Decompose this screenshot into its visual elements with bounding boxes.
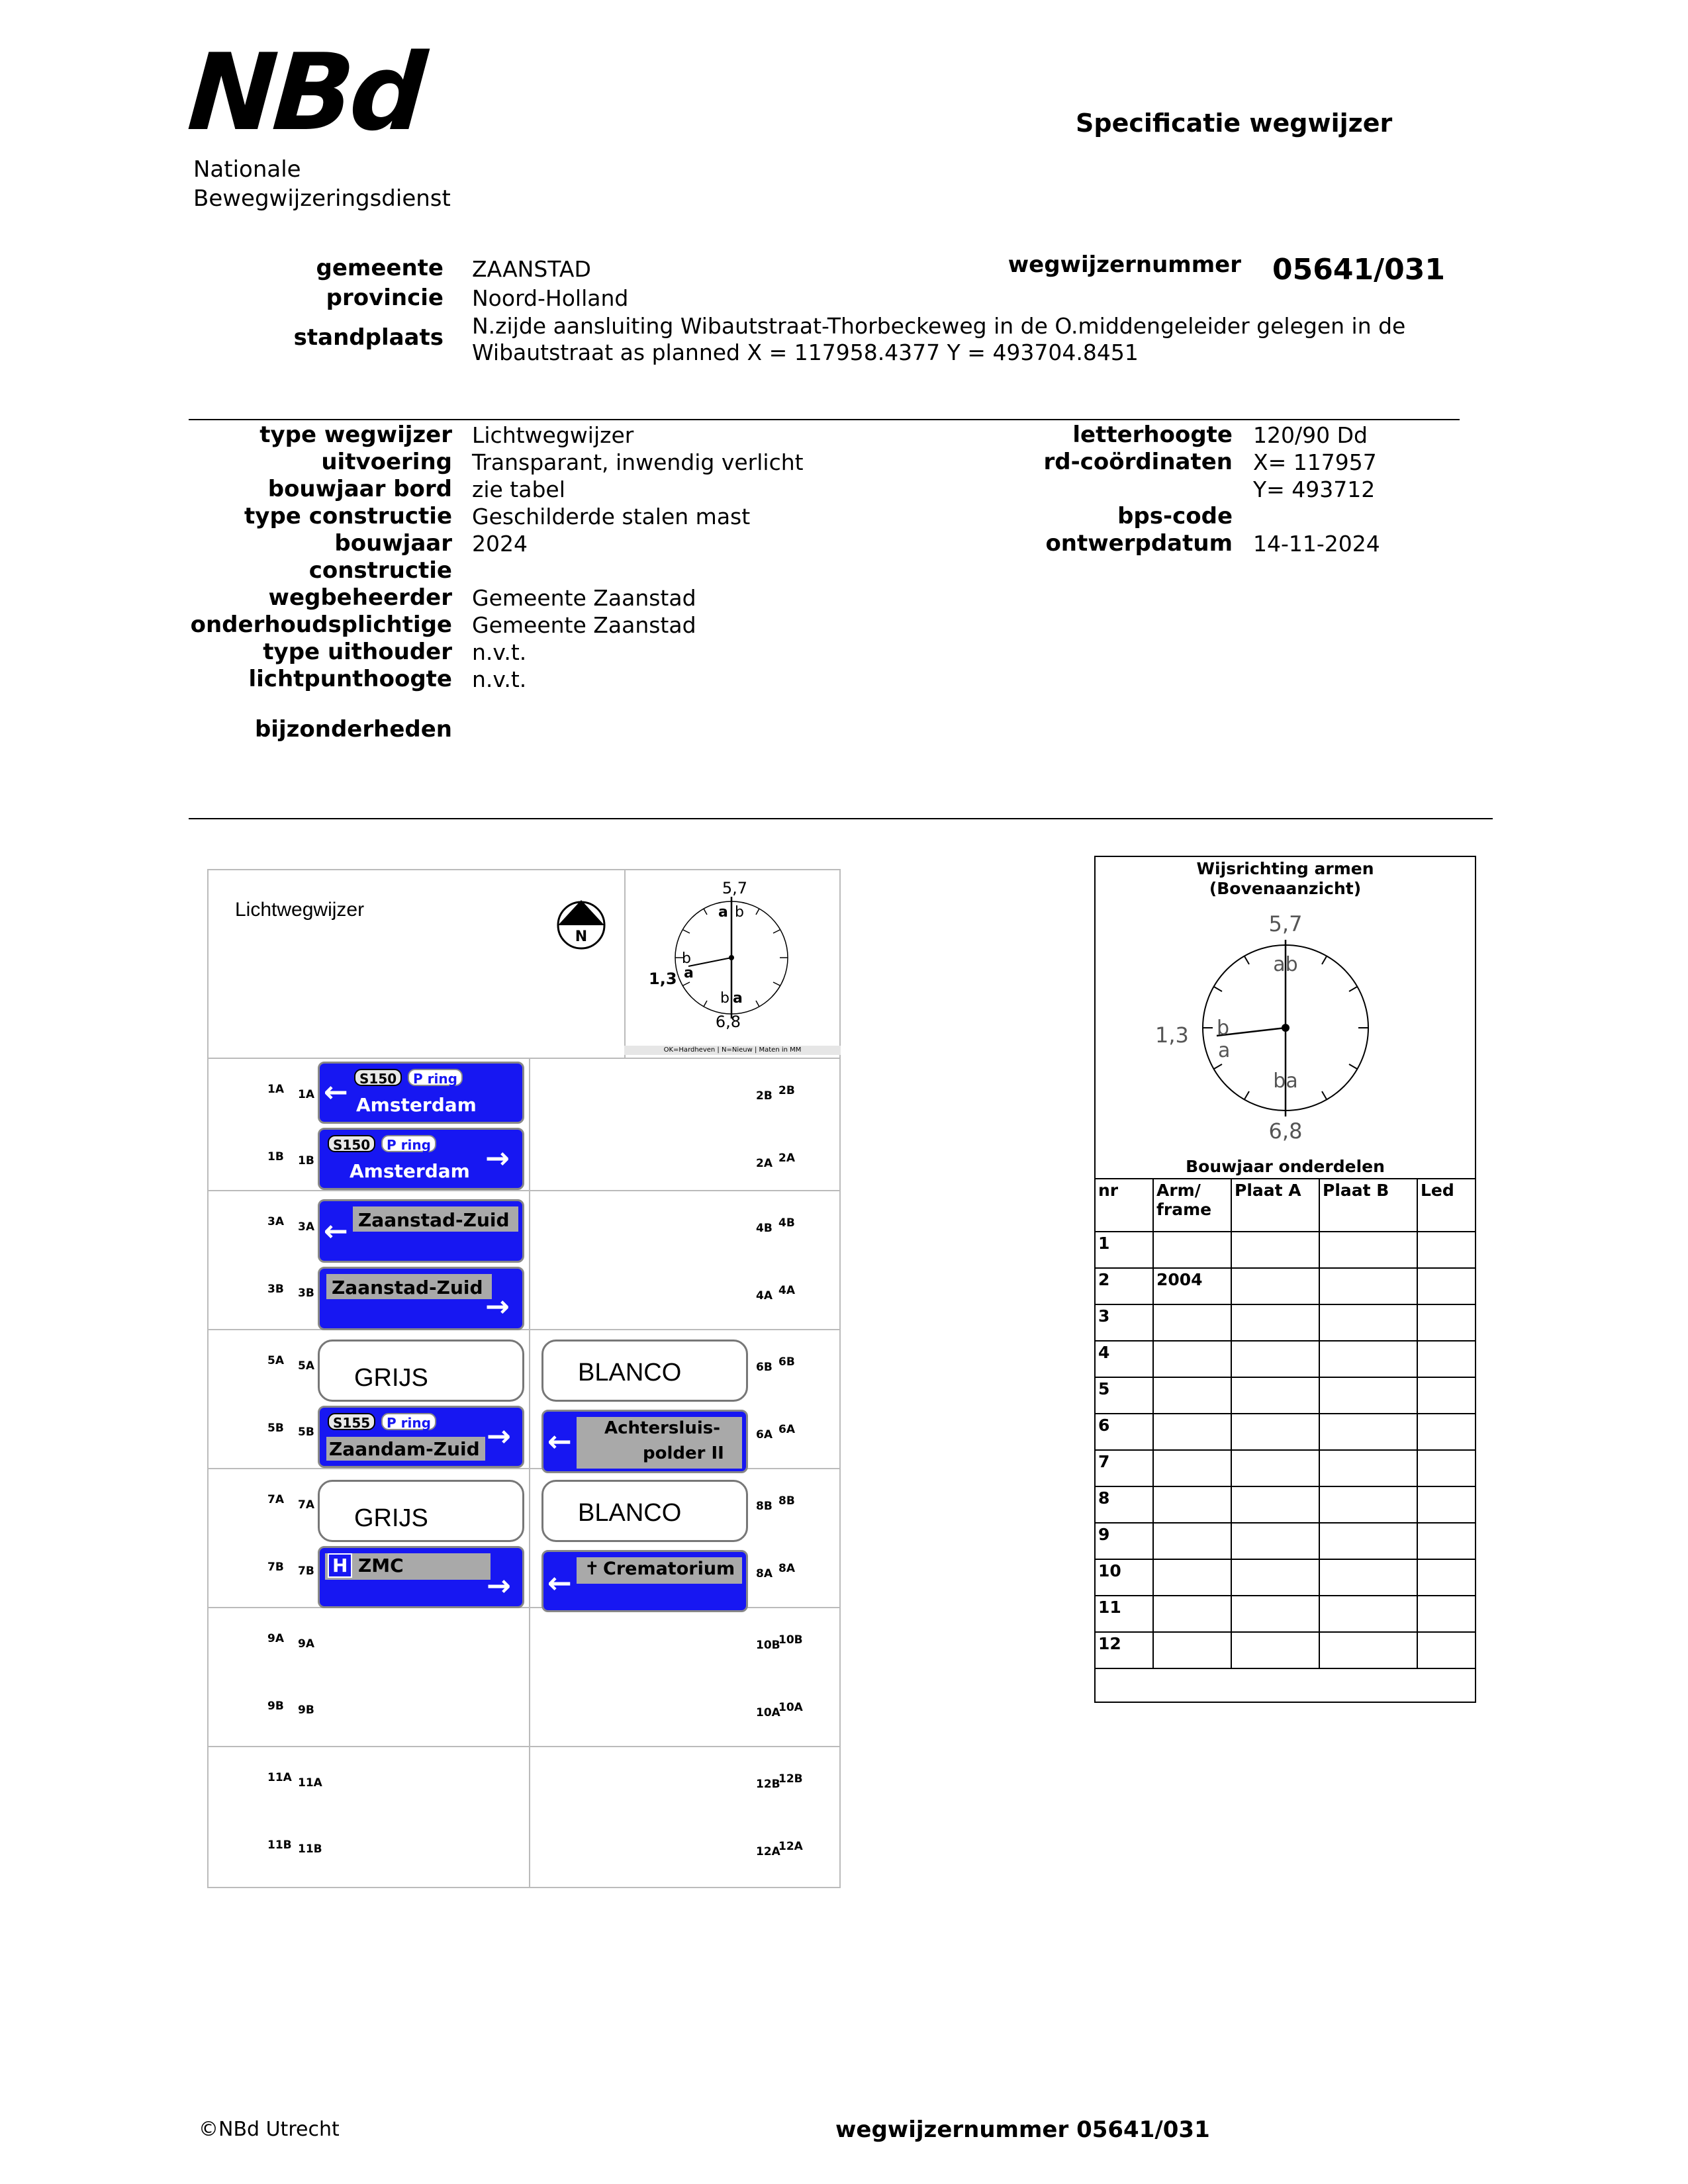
cell-label: 6A	[756, 1428, 773, 1441]
cell-label: 10B	[756, 1639, 780, 1652]
cell-label: 3A	[298, 1220, 314, 1234]
table-cell	[1319, 1304, 1417, 1341]
cell-label: 1A	[267, 1083, 284, 1096]
table-cell	[1231, 1523, 1319, 1559]
table-cell	[1319, 1377, 1417, 1414]
table-cell	[1319, 1486, 1417, 1523]
sign-6b	[541, 1340, 748, 1402]
cell-label: 8B	[756, 1500, 773, 1513]
sign-3b	[318, 1267, 524, 1330]
table-cell: 2004	[1153, 1268, 1231, 1304]
cell-label: 12A	[778, 1840, 803, 1853]
route-shield: S150	[354, 1069, 402, 1086]
table-cell: 1	[1095, 1232, 1153, 1268]
bouwjaar-table	[1094, 1178, 1476, 1669]
table-row	[1095, 1341, 1476, 1377]
table-cell	[1319, 1450, 1417, 1486]
table-cell	[1153, 1377, 1231, 1414]
spec-label: onderhoudsplichtige	[190, 612, 452, 638]
gemeente-label: gemeente	[316, 255, 444, 281]
grid-row-line	[207, 1058, 841, 1059]
table-row	[1095, 1450, 1476, 1486]
wijs-left-a: a	[1218, 1039, 1231, 1062]
small-clock-letter: a	[684, 965, 694, 981]
table-cell: 11	[1095, 1596, 1153, 1632]
table-row	[1095, 1486, 1476, 1523]
table-row	[1095, 1559, 1476, 1596]
cell-label: 10A	[778, 1701, 803, 1714]
sign-8a-text: Crematorium	[603, 1559, 735, 1579]
cell-label: 4A	[778, 1284, 795, 1297]
spec-label: bps-code	[1117, 503, 1233, 529]
standplaats-line-1: N.zijde aansluiting Wibautstraat-Thorbeckeweg in de O.middengeleider gelegen in de	[472, 313, 1406, 339]
table-cell: 6	[1095, 1414, 1153, 1450]
cell-label: 9B	[267, 1700, 284, 1713]
spec-value: 120/90 Dd	[1253, 422, 1368, 448]
crematorium-cross-icon: ✝	[585, 1559, 600, 1579]
table-row	[1095, 1632, 1476, 1668]
table-cell	[1319, 1341, 1417, 1377]
table-cell	[1319, 1414, 1417, 1450]
sign-7b-text: ZMC	[358, 1555, 404, 1576]
sign-3b-text: Zaanstad-Zuid	[332, 1277, 483, 1298]
table-cell	[1153, 1232, 1231, 1268]
sign-8b-text: BLANCO	[578, 1499, 682, 1527]
table-cell	[1417, 1414, 1476, 1450]
sign-6b-text: BLANCO	[578, 1359, 682, 1387]
bijzonderheden-label: bijzonderheden	[254, 716, 452, 743]
table-cell	[1319, 1523, 1417, 1559]
parking-ring-shield: P ring	[408, 1069, 463, 1086]
spec-label: type constructie	[244, 503, 452, 529]
spec-label: rd-coördinaten	[1043, 449, 1233, 475]
sign-8b	[541, 1480, 748, 1542]
small-clock-top: 5,7	[722, 879, 748, 897]
wijsrichting-subtitle: (Bovenaanzicht)	[1209, 879, 1362, 898]
table-cell: 7	[1095, 1450, 1153, 1486]
table-cell	[1417, 1232, 1476, 1268]
wijs-top-letters: ab	[1273, 953, 1298, 976]
cell-label: 1B	[298, 1154, 314, 1167]
arrow-right-icon: →	[487, 1420, 511, 1453]
document-title: Specificatie wegwijzer	[1076, 109, 1393, 138]
sign-8a	[541, 1550, 748, 1612]
arrow-left-icon: ←	[547, 1567, 572, 1600]
wijs-top: 5,7	[1268, 911, 1303, 936]
cell-label: 5B	[267, 1422, 284, 1435]
spec-value: Gemeente Zaanstad	[472, 612, 696, 638]
cell-label: 8B	[778, 1494, 795, 1508]
cell-label: 11B	[267, 1839, 292, 1852]
table-cell	[1417, 1559, 1476, 1596]
drawing-title: Lichtwegwijzer	[235, 899, 365, 921]
table-cell	[1153, 1632, 1231, 1668]
sign-1a	[318, 1062, 524, 1124]
small-clock-letter: a	[733, 990, 743, 1007]
table-cell	[1231, 1232, 1319, 1268]
table-cell	[1153, 1486, 1231, 1523]
table-cell	[1319, 1559, 1417, 1596]
table-cell	[1153, 1559, 1231, 1596]
divider-bottom	[189, 818, 1493, 819]
cell-label: 12A	[756, 1845, 780, 1858]
table-cell	[1417, 1523, 1476, 1559]
sign-5b	[318, 1406, 524, 1468]
table-cell	[1319, 1632, 1417, 1668]
small-clock-diagram	[635, 877, 834, 1056]
spec-label: uitvoering	[321, 449, 452, 475]
provincie-label: provincie	[326, 285, 444, 311]
cell-label: 8A	[778, 1562, 795, 1575]
table-header: Led	[1417, 1179, 1476, 1232]
table-row	[1095, 1377, 1476, 1414]
logo-nbd: NBd	[184, 30, 426, 154]
table-row	[1095, 1414, 1476, 1450]
table-cell	[1231, 1304, 1319, 1341]
table-cell: 5	[1095, 1377, 1153, 1414]
spec-value: Transparant, inwendig verlicht	[472, 449, 804, 475]
cell-label: 5A	[267, 1354, 284, 1367]
divider-top	[189, 419, 1460, 420]
sign-3a	[318, 1199, 524, 1263]
sign-5b-text: Zaandam-Zuid	[329, 1438, 480, 1460]
spec-value: Y= 493712	[1253, 477, 1376, 502]
small-clock-left: 1,3	[649, 970, 677, 988]
table-cell	[1231, 1268, 1319, 1304]
spec-value: X= 117957	[1253, 449, 1377, 475]
cell-label: 5A	[298, 1359, 314, 1373]
cell-label: 4B	[778, 1216, 795, 1230]
spec-label: letterhoogte	[1072, 422, 1233, 448]
table-cell	[1417, 1486, 1476, 1523]
spec-value: n.v.t.	[472, 666, 527, 692]
wijs-bottom-letters: ba	[1273, 1069, 1298, 1093]
arrow-left-icon: ←	[547, 1425, 572, 1459]
cell-label: 1B	[267, 1150, 284, 1163]
cell-label: 2B	[756, 1089, 773, 1103]
table-cell	[1417, 1596, 1476, 1632]
standplaats-label: standplaats	[293, 324, 444, 351]
cell-label: 7B	[298, 1565, 314, 1578]
table-cell	[1231, 1450, 1319, 1486]
spec-value: n.v.t.	[472, 639, 527, 665]
cell-label: 3B	[267, 1283, 284, 1296]
sign-6a-line-2: polder II	[643, 1443, 724, 1463]
table-cell	[1231, 1377, 1319, 1414]
cell-label: 7B	[267, 1561, 284, 1574]
table-cell	[1231, 1596, 1319, 1632]
small-clock-letter: a	[718, 904, 728, 921]
cell-label: 7A	[267, 1493, 284, 1506]
spec-label: bouwjaar	[334, 530, 452, 557]
arrow-right-icon: →	[485, 1290, 510, 1324]
table-header: nr	[1095, 1179, 1153, 1232]
sign-5a	[318, 1340, 524, 1402]
table-cell	[1231, 1414, 1319, 1450]
cell-label: 7A	[298, 1498, 314, 1512]
table-header: Plaat B	[1319, 1179, 1417, 1232]
cell-label: 9B	[298, 1704, 314, 1717]
drawing-legend: OK=Hardheven | N=Nieuw | Maten in MM	[624, 1046, 841, 1055]
spec-value: Gemeente Zaanstad	[472, 585, 696, 611]
wijsrichting-title: Wijsrichting armen	[1196, 859, 1374, 878]
cell-label: 11A	[298, 1776, 322, 1790]
table-cell: 2	[1095, 1268, 1153, 1304]
spec-value: zie tabel	[472, 477, 565, 502]
table-cell	[1153, 1596, 1231, 1632]
arrow-right-icon: →	[487, 1569, 511, 1603]
cell-label: 2A	[756, 1157, 773, 1170]
table-cell	[1231, 1559, 1319, 1596]
arrow-left-icon: ←	[324, 1075, 348, 1109]
spec-value: 14-11-2024	[1253, 531, 1380, 557]
table-cell	[1319, 1596, 1417, 1632]
cell-label: 2B	[778, 1084, 795, 1097]
table-cell	[1319, 1232, 1417, 1268]
table-cell	[1417, 1377, 1476, 1414]
grid-row-line	[207, 1190, 841, 1191]
table-cell	[1153, 1414, 1231, 1450]
wijs-left: 1,3	[1155, 1023, 1189, 1048]
arrow-right-icon: →	[485, 1142, 510, 1175]
parking-ring-shield: P ring	[381, 1135, 436, 1152]
cell-label: 6B	[778, 1355, 795, 1369]
cell-label: 11B	[298, 1843, 322, 1856]
drawing-divider	[624, 869, 626, 1058]
spec-value: Lichtwegwijzer	[472, 422, 634, 448]
cell-label: 10A	[756, 1706, 780, 1719]
table-cell	[1417, 1341, 1476, 1377]
hospital-icon: H	[328, 1553, 352, 1578]
spec-label: ontwerpdatum	[1045, 530, 1233, 557]
wegwijzernummer-label: wegwijzernummer	[1008, 251, 1241, 278]
table-cell	[1417, 1304, 1476, 1341]
cell-label: 2A	[778, 1152, 795, 1165]
small-clock-bottom: 6,8	[715, 1013, 741, 1031]
cell-label: 9A	[298, 1637, 314, 1651]
spec-label: type uithouder	[263, 639, 452, 665]
table-cell: 8	[1095, 1486, 1153, 1523]
north-label: N	[575, 929, 588, 945]
table-header: Arm/ frame	[1153, 1179, 1231, 1232]
table-cell: 9	[1095, 1523, 1153, 1559]
wegwijzernummer-value: 05641/031	[1272, 253, 1445, 287]
table-cell	[1153, 1304, 1231, 1341]
sign-7a	[318, 1480, 524, 1542]
cell-label: 3A	[267, 1215, 284, 1228]
north-arrow-icon	[555, 893, 608, 953]
bouwjaar-title: Bouwjaar onderdelen	[1186, 1157, 1385, 1176]
cell-label: 12B	[756, 1778, 780, 1791]
route-shield: S155	[328, 1413, 375, 1430]
small-clock-letter: b	[735, 904, 744, 921]
footer-number: wegwijzernummer 05641/031	[835, 2116, 1210, 2143]
table-cell	[1153, 1450, 1231, 1486]
route-shield: S150	[328, 1135, 375, 1152]
parking-ring-shield: P ring	[381, 1413, 436, 1430]
cell-label: 6B	[756, 1361, 773, 1374]
table-cell	[1231, 1341, 1319, 1377]
sign-1b-text: Amsterdam	[350, 1160, 470, 1182]
cell-label: 5B	[298, 1426, 314, 1439]
table-cell	[1153, 1341, 1231, 1377]
cell-label: 6A	[778, 1423, 795, 1436]
table-row	[1095, 1268, 1476, 1304]
sign-5a-text: GRIJS	[354, 1364, 428, 1392]
cell-label: 3B	[298, 1287, 314, 1300]
table-cell: 10	[1095, 1559, 1153, 1596]
table-cell	[1231, 1632, 1319, 1668]
spec-label: type wegwijzer	[259, 422, 452, 448]
cell-label: 10B	[778, 1633, 803, 1647]
cell-label: 12B	[778, 1772, 803, 1786]
sign-1a-text: Amsterdam	[356, 1094, 477, 1116]
small-clock-letter: b	[682, 950, 691, 967]
gemeente-value: ZAANSTAD	[472, 256, 591, 282]
sign-3a-text: Zaanstad-Zuid	[358, 1209, 510, 1231]
cell-label: 11A	[267, 1771, 292, 1784]
table-row	[1095, 1304, 1476, 1341]
grid-row-line	[207, 1746, 841, 1747]
sign-6a-line-1: Achtersluis-	[604, 1418, 721, 1438]
wijs-left-b: b	[1217, 1017, 1230, 1040]
logo-line-2: Bewegwijzeringsdienst	[193, 185, 451, 212]
table-row	[1095, 1596, 1476, 1632]
cell-label: 1A	[298, 1088, 314, 1101]
spec-label: lichtpunthoogte	[248, 666, 452, 692]
cell-label: 4B	[756, 1222, 773, 1235]
table-cell	[1417, 1268, 1476, 1304]
table-cell	[1417, 1450, 1476, 1486]
table-cell	[1153, 1523, 1231, 1559]
table-row	[1095, 1523, 1476, 1559]
spec-value: 2024	[472, 531, 528, 557]
table-cell	[1417, 1632, 1476, 1668]
table-header: Plaat A	[1231, 1179, 1319, 1232]
sign-1b	[318, 1128, 524, 1190]
logo-line-1: Nationale	[193, 156, 301, 183]
cell-label: 8A	[756, 1567, 773, 1580]
sign-6a	[541, 1410, 748, 1473]
spec-label: bouwjaar bord	[267, 476, 452, 502]
arrow-left-icon: ←	[324, 1214, 348, 1248]
spec-label: wegbeheerder	[268, 584, 452, 611]
table-cell: 3	[1095, 1304, 1153, 1341]
table-cell: 4	[1095, 1341, 1153, 1377]
table-cell: 12	[1095, 1632, 1153, 1668]
grid-row-line	[207, 1329, 841, 1330]
spec-value: Geschilderde stalen mast	[472, 504, 751, 529]
sign-7a-text: GRIJS	[354, 1504, 428, 1532]
table-cell	[1319, 1268, 1417, 1304]
footer-copyright: ©NBd Utrecht	[199, 2118, 340, 2141]
table-row	[1095, 1232, 1476, 1268]
wijs-bottom: 6,8	[1268, 1118, 1303, 1144]
standplaats-line-2: Wibautstraat as planned X = 117958.4377 Y = 493704.8451	[472, 340, 1139, 365]
cell-label: 9A	[267, 1632, 284, 1645]
provincie-value: Noord-Holland	[472, 285, 629, 311]
sign-7b	[318, 1546, 524, 1608]
spec-label: constructie	[308, 557, 452, 584]
table-cell	[1231, 1486, 1319, 1523]
small-clock-letter: b	[720, 990, 729, 1007]
cell-label: 4A	[756, 1289, 773, 1302]
grid-col-line	[529, 1058, 530, 1888]
wijsrichting-clock-diagram	[1139, 910, 1417, 1145]
